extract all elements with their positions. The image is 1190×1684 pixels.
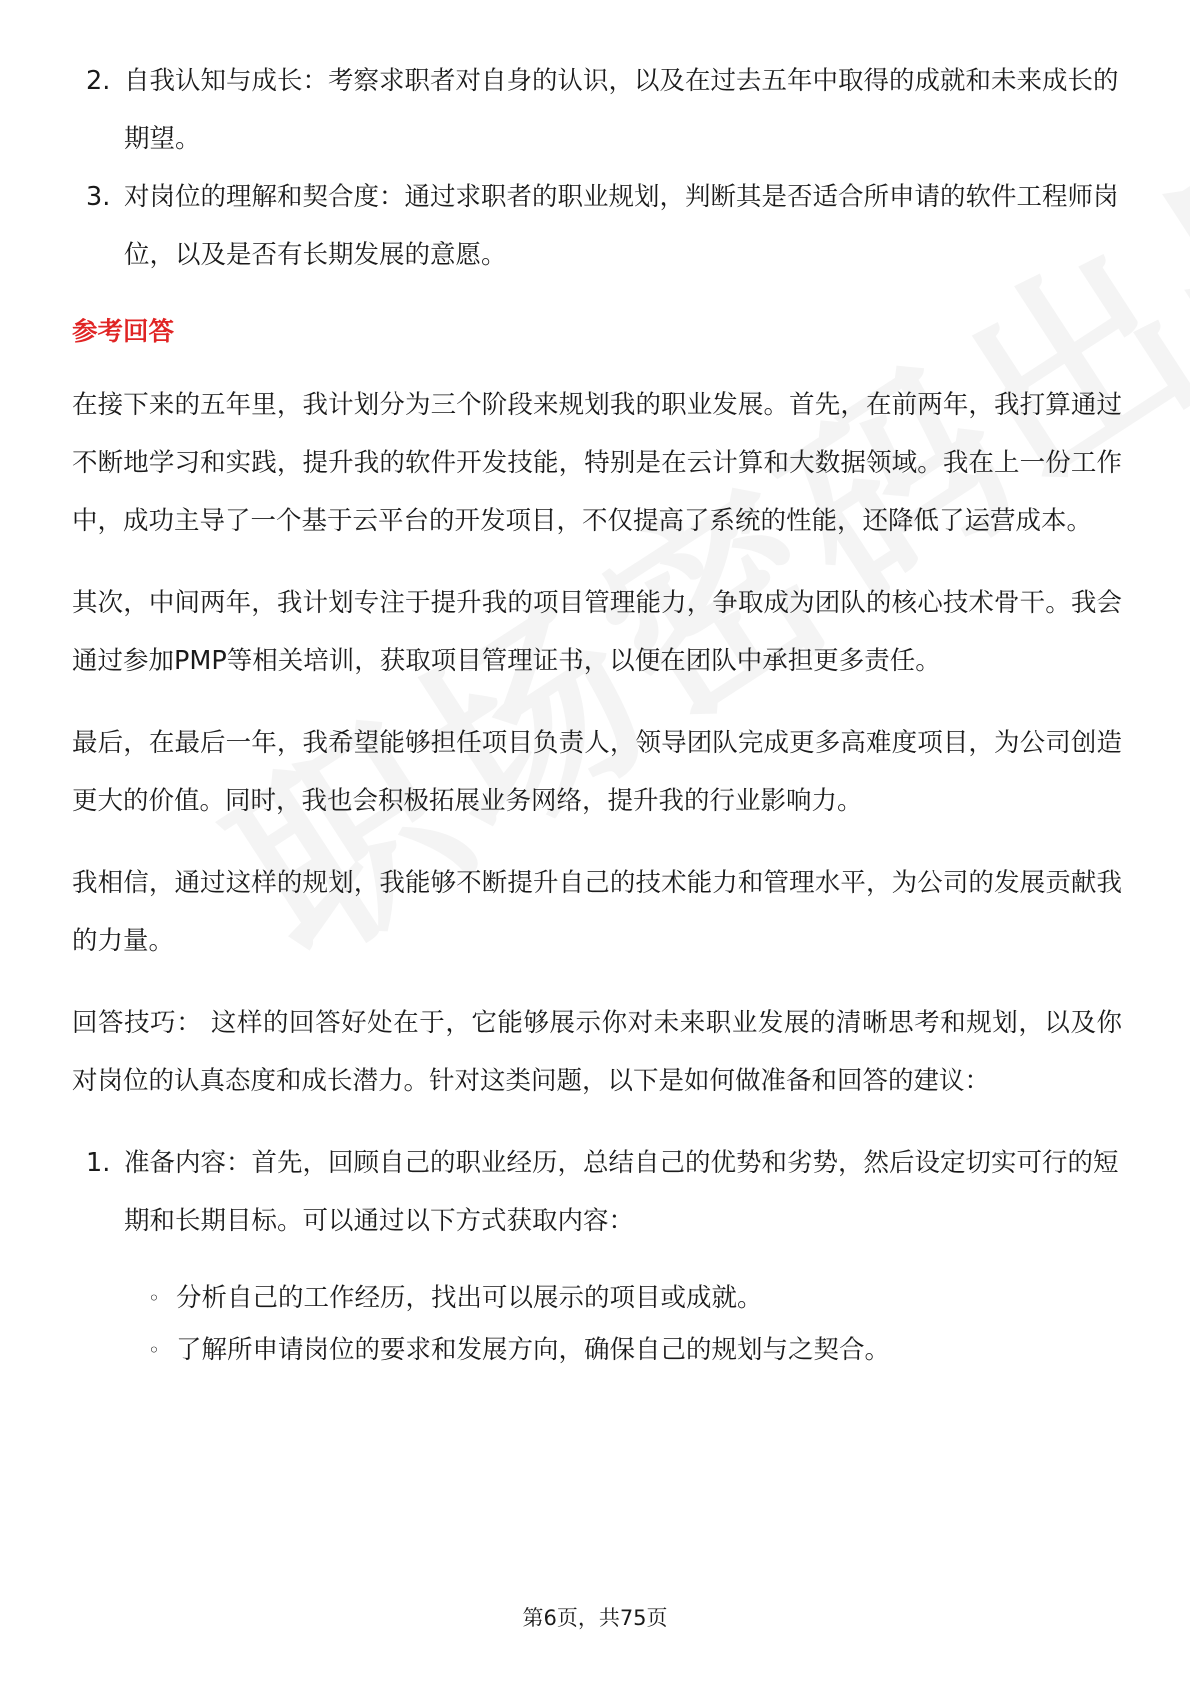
list-item-text: 准备内容：首先，回顾自己的职业经历，总结自己的优势和劣势，然后设定切实可行的短期和长期目标。可以通过以下方式获取内容： [124, 1148, 1119, 1236]
page-footer: 第6页，共75页 [522, 1606, 668, 1630]
list-item [72, 1134, 1122, 1250]
list-item [72, 168, 1122, 284]
list-number: 3. [86, 182, 111, 212]
sub-list-item-text: 了解所申请岗位的要求和发展方向，确保自己的规划与之契合。 [176, 1335, 891, 1365]
intro-list [72, 52, 1122, 284]
list-item-text: 对岗位的理解和契合度：通过求职者的职业规划，判断其是否适合所申请的软件工程师岗位，以及是否有长期发展的意愿。 [124, 182, 1119, 270]
paragraph: 我相信，通过这样的规划，我能够不断提升自己的技术能力和管理水平，为公司的发展贡献我的力量。 [72, 868, 1122, 956]
paragraph: 最后，在最后一年，我希望能够担任项目负责人，领导团队完成更多高难度项目，为公司创造更大的价值。同时，我也会积极拓展业务网络，提升我的行业影响力。 [72, 728, 1122, 816]
sub-list-item [72, 1272, 1122, 1324]
list-number: 1. [86, 1148, 111, 1178]
sub-list [72, 1272, 1122, 1376]
list-number: 2. [86, 66, 111, 96]
list-item [72, 52, 1122, 168]
bullet-icon: ◦ [148, 1338, 160, 1362]
bullet-icon: ◦ [148, 1286, 160, 1310]
tips-list [72, 1134, 1122, 1250]
sub-list-item [72, 1324, 1122, 1376]
paragraph: 其次，中间两年，我计划专注于提升我的项目管理能力，争取成为团队的核心技术骨干。我会通过参加PMP等相关培训，获取项目管理证书，以便在团队中承担更多责任。 [72, 588, 1122, 676]
paragraph: 在接下来的五年里，我计划分为三个阶段来规划我的职业发展。首先，在前两年，我打算通过不断地学习和实践，提升我的软件开发技能，特别是在云计算和大数据领域。我在上一份工作中，成功主导了一个基于云平台的开发项目，不仅提高了系统的性能，还降低了运营成本。 [72, 390, 1122, 536]
sub-list-item-text: 分析自己的工作经历，找出可以展示的项目或成就。 [176, 1283, 763, 1313]
list-item-text: 自我认知与成长：考察求职者对自身的认识，以及在过去五年中取得的成就和未来成长的期望。 [124, 66, 1119, 154]
section-heading: 参考回答 [72, 317, 175, 347]
page-content [72, 52, 1122, 1376]
paragraph: 回答技巧： 这样的回答好处在于，它能够展示你对未来职业发展的清晰思考和规划，以及你对岗位的认真态度和成长潜力。针对这类问题，以下是如何做准备和回答的建议： [72, 1008, 1122, 1096]
